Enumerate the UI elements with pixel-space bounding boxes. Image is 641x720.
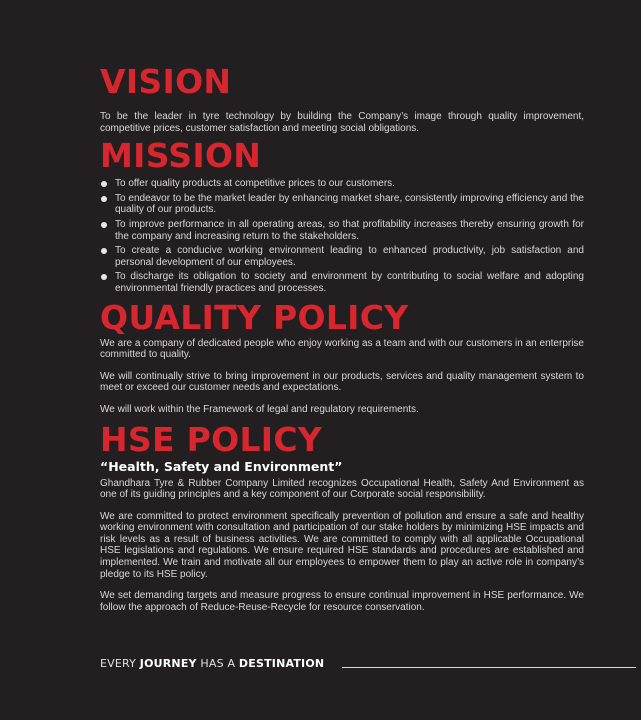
bullet-icon bbox=[101, 181, 107, 187]
list-item: To discharge its obligation to society and environment by contributing to social welfare and adopting environmental friendly practices and processes. bbox=[100, 271, 584, 294]
hse-paragraph: We are committed to protect environment specifically prevention of pollution and ensure a safe and healthy working environment with consultation and participation of our stake holders by minimizing HSE impacts and risk levels as a result of business activities. We are committed to comply with all applicable Occupational HSE legislations and regulations. We ensure required HSE standards and procedures are established and implemented. We train and motivate all our employees to empower them to play an active role in company’s pledge to its HSE policy. bbox=[100, 510, 584, 580]
hse-paragraph: We set demanding targets and measure progress to ensure continual improvement in HSE performance. We follow the approach of Reduce-Reuse-Recycle for resource conservation. bbox=[100, 590, 584, 613]
bullet-icon bbox=[101, 196, 107, 202]
quality-paragraph: We will work within the Framework of legal and regulatory requirements. bbox=[100, 403, 419, 415]
footer-divider bbox=[342, 667, 636, 668]
mission-list bbox=[100, 178, 584, 294]
hse-policy-heading: HSE POLICY bbox=[100, 419, 323, 459]
quality-paragraph: We will continually strive to bring improvement in our products, services and quality management system to meet or exceed our customer needs and expectations. bbox=[100, 370, 584, 394]
list-item: To endeavor to be the market leader by enhancing market share, consistently improving efficiency and the quality of our products. bbox=[100, 193, 584, 216]
quality-policy-heading: QUALITY POLICY bbox=[100, 297, 409, 337]
hse-paragraph: Ghandhara Tyre & Rubber Company Limited recognizes Occupational Health, Safety And Environment as one of its guiding principles and a key component of our Corporate social responsibility. bbox=[100, 477, 584, 501]
bullet-icon bbox=[101, 274, 107, 280]
page-content bbox=[100, 0, 584, 613]
mission-heading: MISSION bbox=[100, 136, 262, 176]
quality-paragraph: We are a company of dedicated people who enjoy working as a team and with our customers in an enterprise committed to quality. bbox=[100, 337, 584, 361]
vision-text: To be the leader in tyre technology by building the Company’s image through quality improvement, competitive prices, customer satisfaction and meeting social obligations. bbox=[100, 111, 584, 134]
bullet-icon bbox=[101, 222, 107, 228]
list-item: To improve performance in all operating areas, so that profitability increases thereby ensuring growth for the company and increasing return to the stakeholders. bbox=[100, 219, 584, 242]
list-item: To create a conducive working environment leading to enhanced productivity, job satisfaction and personal development of our employees. bbox=[100, 245, 584, 268]
hse-subheading: “Health, Safety and Environment” bbox=[100, 458, 343, 474]
list-item: To offer quality products at competitive prices to our customers. bbox=[100, 178, 584, 190]
vision-heading: VISION bbox=[100, 62, 232, 101]
footer-tagline: EVERY JOURNEY HAS A DESTINATION bbox=[100, 657, 325, 670]
bullet-icon bbox=[101, 248, 107, 254]
